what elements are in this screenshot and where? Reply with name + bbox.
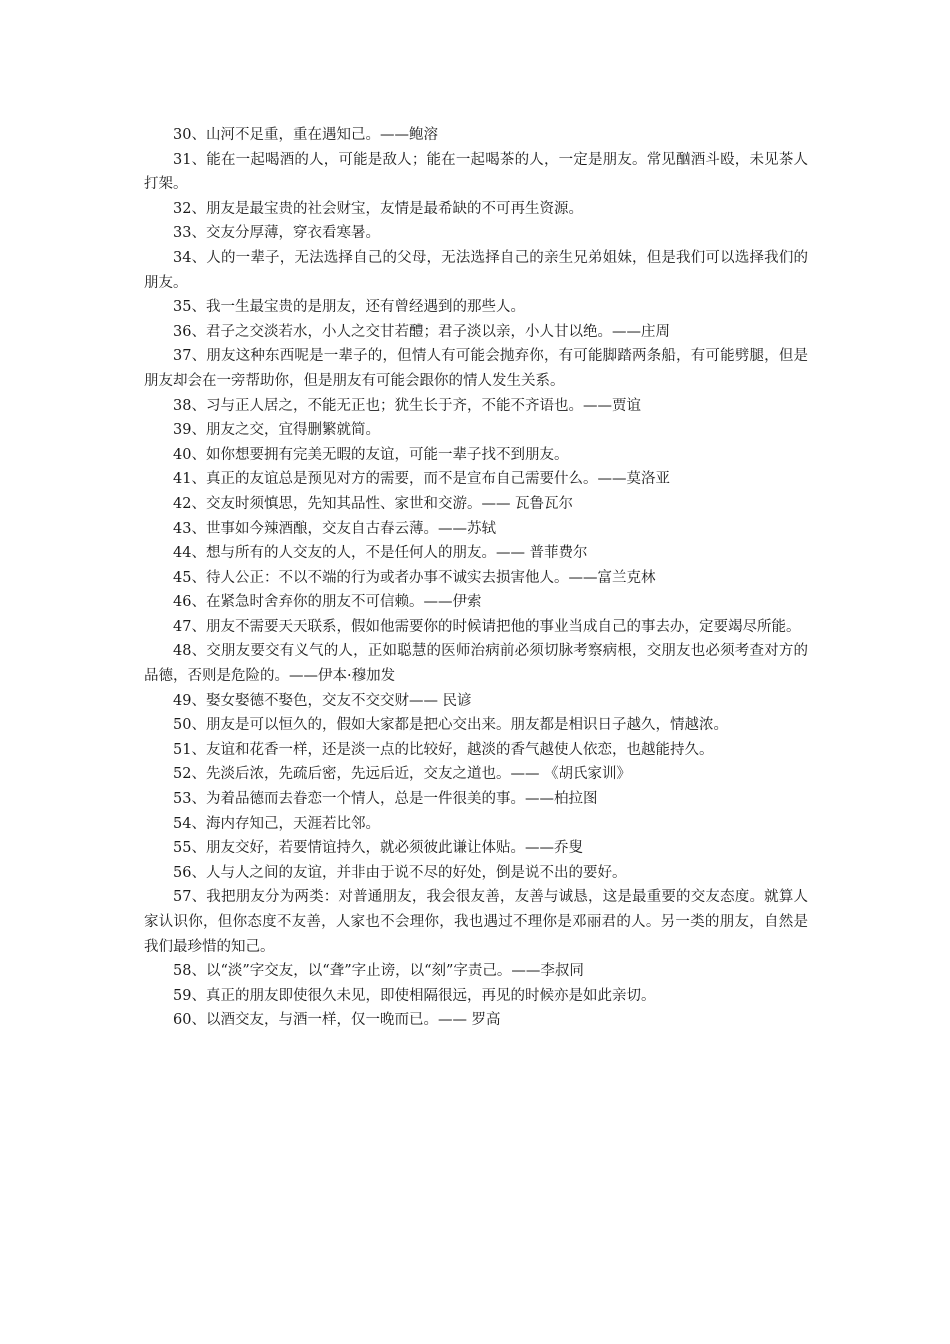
quote-paragraph: 41、真正的友谊总是预见对方的需要，而不是宣布自己需要什么。——莫洛亚 xyxy=(173,471,670,488)
quote-paragraph: 58、以“淡”字交友，以“聋”字止谤，以“刻”字责己。——李叔同 xyxy=(173,963,584,980)
quote-paragraph: 31、能在一起喝酒的人，可能是敌人；能在一起喝茶的人，一定是朋友。常见酗酒斗殴，未见茶人打架。 xyxy=(144,151,808,193)
quote-paragraph: 59、真正的朋友即使很久未见，即使相隔很远，再见的时候亦是如此亲切。 xyxy=(173,987,656,1004)
quote-paragraph: 43、世事如今辣酒酿，交友自古春云薄。——苏轼 xyxy=(173,520,496,537)
quote-paragraph: 42、交友时须慎思，先知其品性、家世和交游。—— 瓦鲁瓦尔 xyxy=(173,495,574,512)
quote-paragraph: 52、先淡后浓，先疏后密，先远后近，交友之道也。—— 《胡氏家训》 xyxy=(173,766,632,783)
quote-paragraph: 57、我把朋友分为两类：对普通朋友，我会很友善，友善与诚恳，这是最重要的交友态度。就算人家认识你，但你态度不友善，人家也不会理你，我也遇过不理你是邓丽君的人。另一类的朋友，自然是我们最珍惜的知己。 xyxy=(144,889,808,955)
quote-paragraph: 34、人的一辈子，无法选择自己的父母，无法选择自己的亲生兄弟姐妹，但是我们可以选择我们的朋友。 xyxy=(144,249,808,291)
quote-paragraph: 49、娶女娶德不娶色，交友不交交财—— 民谚 xyxy=(173,692,472,709)
quote-paragraph: 48、交朋友要交有义气的人，正如聪慧的医师治病前必须切脉考察病根，交朋友也必须考查对方的品德，否则是危险的。——伊本·穆加发 xyxy=(144,643,808,685)
quote-paragraph: 39、朋友之交，宜得删繁就简。 xyxy=(173,422,380,439)
quote-paragraph: 32、朋友是最宝贵的社会财宝，友情是最希缺的不可再生资源。 xyxy=(173,200,583,217)
quote-paragraph: 46、在紧急时舍弃你的朋友不可信赖。——伊索 xyxy=(173,594,482,611)
quote-paragraph: 45、待人公正：不以不端的行为或者办事不诚实去损害他人。——富兰克林 xyxy=(173,569,656,586)
quote-paragraph: 47、朋友不需要天天联系，假如他需要你的时候请把他的事业当成自己的事去办，定要竭尽所能。 xyxy=(173,618,801,635)
quote-paragraph: 44、想与所有的人交友的人，不是任何人的朋友。—— 普菲费尔 xyxy=(173,545,588,562)
quote-paragraph: 30、山河不足重，重在遇知己。——鲍溶 xyxy=(173,127,438,143)
quote-paragraph: 33、交友分厚薄，穿衣看寒暑。 xyxy=(173,225,380,242)
quote-paragraph: 56、人与人之间的友谊，并非由于说不尽的好处，倒是说不出的要好。 xyxy=(173,864,627,881)
quote-paragraph: 51、友谊和花香一样，还是淡一点的比较好，越淡的香气越使人依恋，也越能持久。 xyxy=(173,741,714,758)
quote-list xyxy=(144,123,808,1033)
quote-paragraph: 60、以酒交友，与酒一样，仅一晚而已。—— 罗高 xyxy=(173,1012,501,1029)
quote-paragraph: 40、如你想要拥有完美无暇的友谊，可能一辈子找不到朋友。 xyxy=(173,446,569,463)
quote-paragraph: 54、海内存知己，天涯若比邻。 xyxy=(173,815,380,832)
quote-paragraph: 50、朋友是可以恒久的，假如大家都是把心交出来。朋友都是相识日子越久，情越浓。 xyxy=(173,717,728,734)
quote-paragraph: 36、君子之交淡若水，小人之交甘若醴；君子淡以亲，小人甘以绝。——庄周 xyxy=(173,323,670,340)
quote-paragraph: 53、为着品德而去眷恋一个情人，总是一件很美的事。——柏拉图 xyxy=(173,791,598,808)
quote-paragraph: 55、朋友交好，若要情谊持久，就必须彼此谦让体贴。——乔叟 xyxy=(173,840,583,857)
quote-paragraph: 38、习与正人居之，不能无正也；犹生长于齐，不能不齐语也。——贾谊 xyxy=(173,397,641,414)
quote-paragraph: 35、我一生最宝贵的是朋友，还有曾经遇到的那些人。 xyxy=(173,299,525,316)
quote-paragraph: 37、朋友这种东西呢是一辈子的，但情人有可能会抛弃你，有可能脚踏两条船，有可能劈腿，但是朋友却会在一旁帮助你，但是朋友有可能会跟你的情人发生关系。 xyxy=(144,348,808,389)
